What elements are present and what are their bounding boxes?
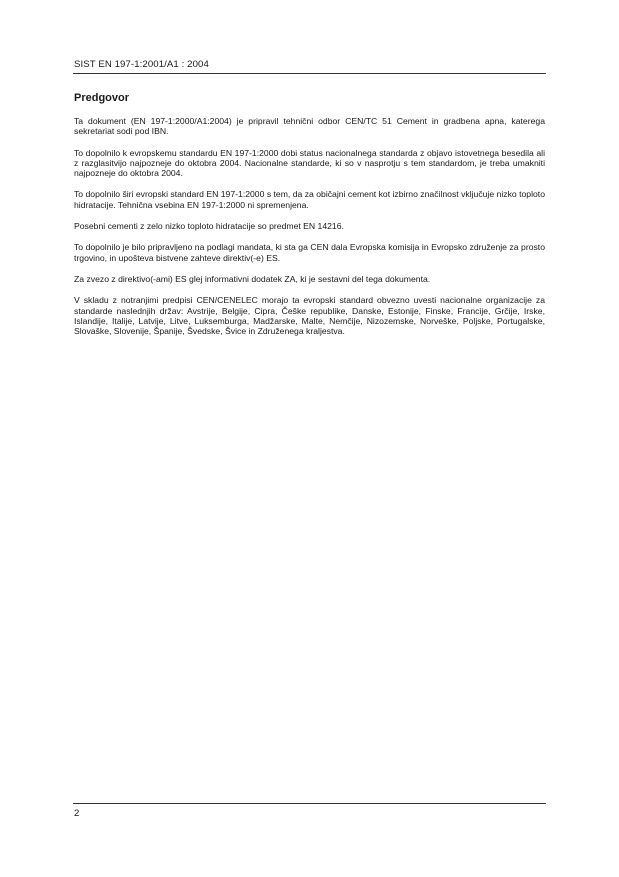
paragraph-mandate: To dopolnilo je bilo pripravljeno na podlagi mandata, ki sta ga CEN dala Evropska komisija in Evropsko združenje za prosto trgovino, in upošteva bistvene zahteve direktiv(-e) ES. (74, 242, 545, 263)
main-content (74, 92, 545, 347)
section-heading: Predgovor (74, 92, 130, 104)
footer-divider (73, 803, 546, 804)
paragraph-national-status: To dopolnilo k evropskemu standardu EN 197-1:2000 dobi status nacionalnega standarda z objavo istovetnega besedila ali z razglasitvijo najpozneje do oktobra 2004. Nacionalne standarde, ki so v nasprotju s tem standardom, je treba umakniti najpozneje do oktobra 2004. (74, 147, 545, 179)
paragraph-annex-reference: Za zvezo z direktivo(-ami) ES glej informativni dodatek ZA, ki je sestavni del tega dokumenta. (74, 273, 431, 284)
paragraph-special-cements: Posebni cementi z zelo nizko toploto hidratacije so predmet EN 14216. (74, 221, 344, 232)
page-number: 2 (74, 808, 80, 819)
paragraph-member-countries: V skladu z notranjimi predpisi CEN/CENELEC morajo ta evropski standard obvezno uvesti nacionalne organizacije za standarde naslednjih držav: Avstrije, Belgije, Cipra, Češke republike, Danske, Estonije, Finske, Francije, Grčije, Irske, Islandije, Italije, Latvije, Litve, Luksemburga, Madžarske, Malte, Nemčije, Nizozemske, Norveške, Poljske, Portugalske, Slovaške, Slovenije, Španije, Švedske, Švice in Združenega kraljestva. (74, 295, 545, 337)
header-divider (73, 73, 546, 74)
paragraph-authorship: Ta dokument (EN 197-1:2000/A1:2004) je pripravil tehnični odbor CEN/TC 51 Cement in gradbena apna, katerega sekretariat sodi pod IBN. (74, 116, 545, 137)
document-id-header: SIST EN 197-1:2001/A1 : 2004 (74, 59, 209, 70)
paragraph-scope-extension: To dopolnilo širi evropski standard EN 197-1:2000 s tem, da za običajni cement kot izbirno značilnost vključuje nizko toploto hidratacije. Tehnična vsebina EN 197-1:2000 ni spremenjena. (74, 189, 545, 210)
